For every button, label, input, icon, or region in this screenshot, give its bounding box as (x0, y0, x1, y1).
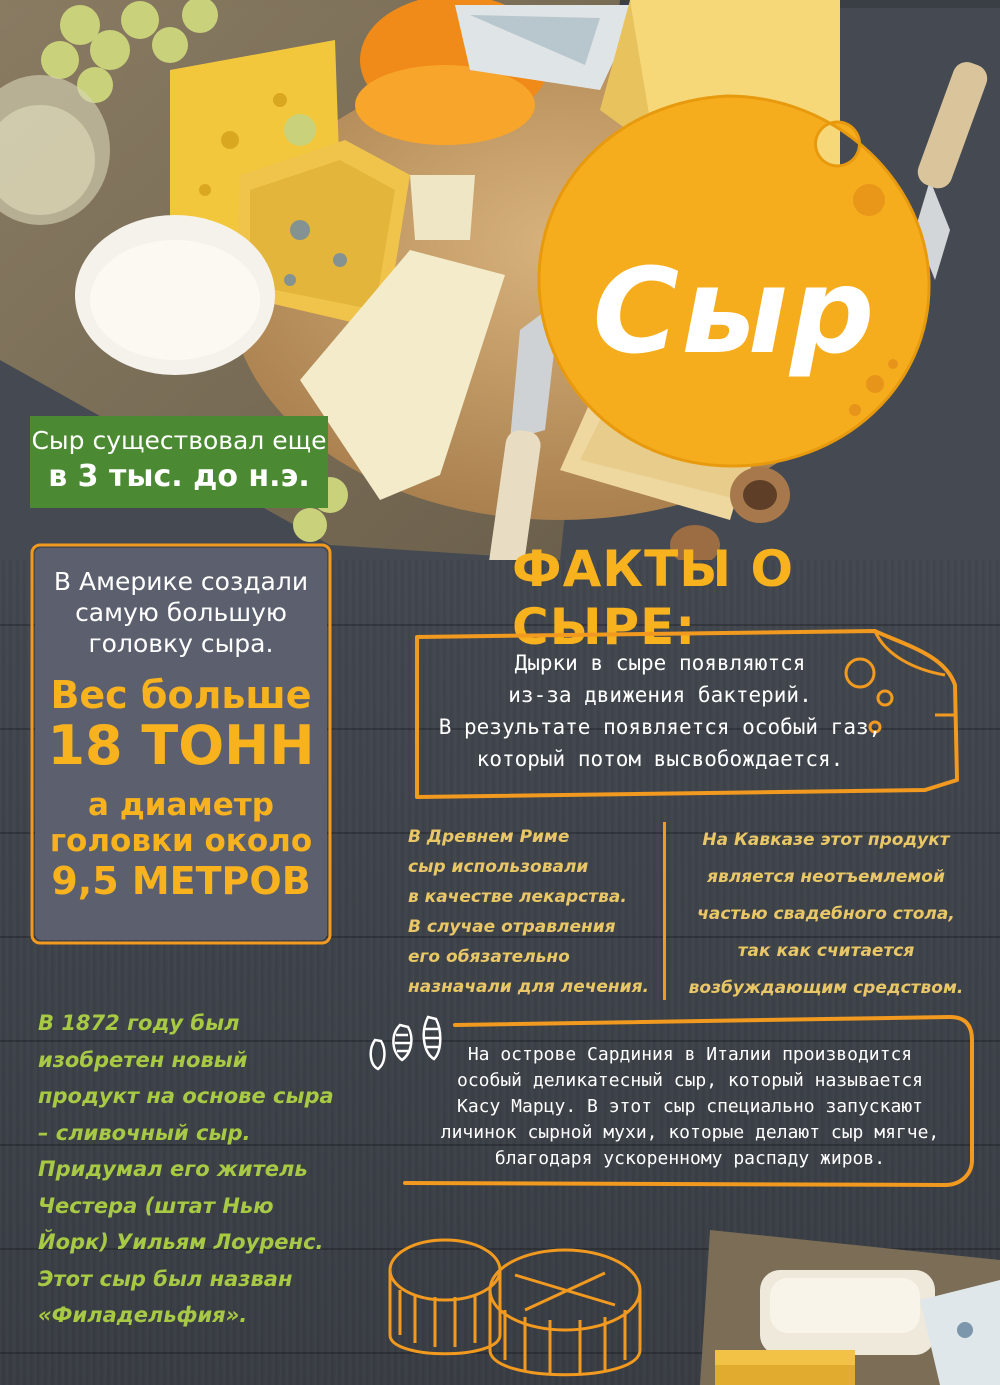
philly-line-3: продукт на основе сыра (38, 1084, 334, 1108)
weight-line2: 18 ТОНН (47, 714, 315, 777)
history-badge (30, 416, 328, 508)
sardinia-line-3: Касу Марцу. В этот сыр специально запускают (457, 1096, 923, 1117)
philly-line-9: «Филадельфия». (38, 1303, 248, 1327)
logo (537, 92, 932, 470)
america-fact-box (35, 548, 327, 940)
sardinia-fact-box (360, 1005, 985, 1195)
caucasus-line-5: возбуждающим средством. (688, 978, 964, 998)
rome-line-1: В Древнем Риме (408, 827, 570, 847)
holes-fact-box (405, 615, 965, 815)
badge-line1: Сыр существовал еще (31, 426, 327, 455)
rome-line-6: назначали для лечения. (408, 977, 649, 997)
america-box-outline (29, 542, 333, 946)
america-text-3: головку сыра. (88, 629, 274, 658)
caucasus-line-4: так как считается (737, 941, 915, 961)
holes-line-3: В результате появляется особый газ, (438, 715, 882, 739)
cheese-wheel-sketch (375, 1215, 755, 1385)
philly-line-4: – сливочный сыр. (38, 1120, 251, 1145)
diameter-line2: головки около (49, 823, 313, 859)
philly-line-1: В 1872 году был (38, 1011, 240, 1035)
philadelphia-fact (38, 1005, 338, 1334)
diameter-value: 9,5 МЕТРОВ (51, 859, 311, 903)
philly-line-6: Честера (штат Нью (38, 1193, 274, 1218)
facts-heading: ФАКТЫ О СЫРЕ: (512, 540, 794, 656)
holes-line-4: который потом высвобождается. (476, 747, 844, 771)
logo-title: Сыр (592, 242, 877, 380)
sardinia-line-2: особый деликатесный сыр, который называется (457, 1070, 923, 1091)
philly-line-5: Придумал его житель (38, 1157, 308, 1181)
america-text-2: самую большую (75, 598, 287, 627)
bottom-cheese-photo (700, 1220, 1000, 1385)
diameter-line1: а диаметр (88, 787, 274, 823)
philly-line-7: Йорк) Уильям Лоуренс. (38, 1230, 324, 1254)
caucasus-line-2: является неотъемлемой (707, 867, 945, 887)
holes-line-1: Дырки в сыре появляются (514, 651, 806, 675)
philly-line-8: Этот сыр был назван (38, 1266, 293, 1291)
sardinia-text (410, 1042, 970, 1172)
caucasus-line-1: На Кавказе этот продукт (702, 830, 950, 850)
holes-line-2: из-за движения бактерий. (508, 683, 812, 707)
caucasus-fact (676, 822, 976, 1007)
rome-line-5: его обязательно (408, 947, 570, 967)
rome-line-2: сыр использовали (408, 857, 589, 877)
sardinia-line-5: благодаря ускоренному распаду жиров. (494, 1148, 886, 1169)
rome-fact (408, 822, 658, 1002)
america-text-1: В Америке создали (53, 567, 309, 596)
rome-line-3: в качестве лекарства. (408, 887, 627, 907)
sardinia-line-1: На острове Сардиния в Италии производится (467, 1044, 913, 1065)
sardinia-line-4: личинок сырной мухи, которые делают сыр мягче, (440, 1122, 940, 1143)
weight-line1: Вес больше (50, 673, 312, 717)
column-divider (663, 822, 666, 1000)
philly-line-2: изобретен новый (38, 1047, 248, 1072)
rome-line-4: В случае отравления (408, 917, 616, 937)
holes-text (425, 647, 895, 775)
caucasus-line-3: частью свадебного стола, (697, 904, 955, 924)
badge-line2: в 3 тыс. до н.э. (48, 459, 310, 494)
